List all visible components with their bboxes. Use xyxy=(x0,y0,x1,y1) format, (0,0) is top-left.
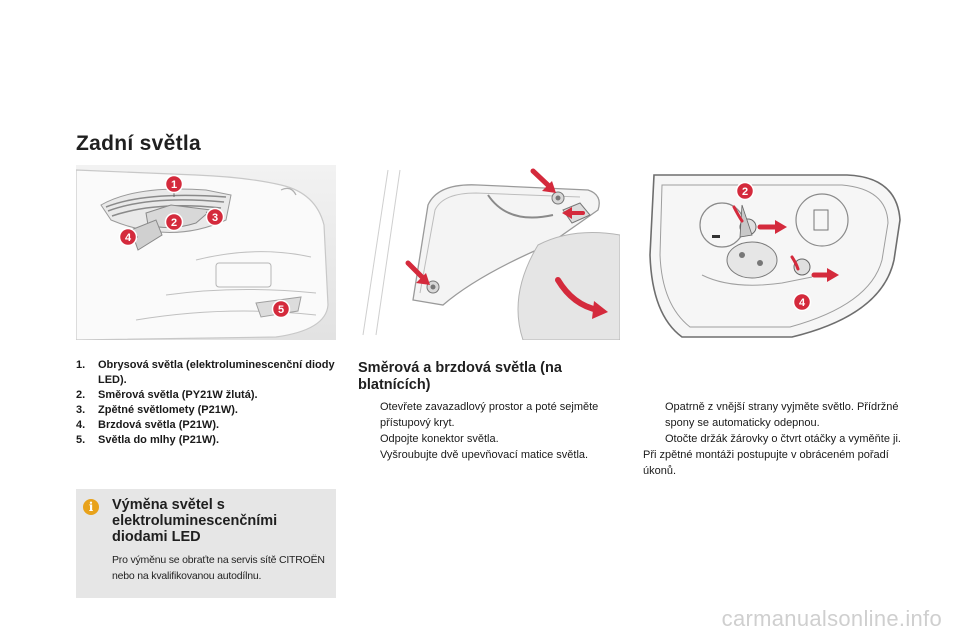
list-item xyxy=(76,433,341,448)
svg-text:2: 2 xyxy=(170,217,178,229)
info-text: Pro výměnu se obraťte na servis sítě CITROËN nebo na kvalifikovanou autodílnu. xyxy=(112,554,325,582)
list-item xyxy=(76,388,341,403)
steps-column-2 xyxy=(643,399,905,479)
list-item xyxy=(643,399,905,431)
pointing-finger-icon xyxy=(643,399,665,431)
list-item xyxy=(643,431,905,447)
list-item xyxy=(358,431,628,447)
steps-list xyxy=(643,399,905,447)
watermark: carmanualsonline.info xyxy=(721,606,942,631)
pointing-finger-icon xyxy=(358,431,380,447)
svg-text:3: 3 xyxy=(211,212,219,224)
figure-trunk-access-nuts xyxy=(358,165,620,340)
steps-column-1 xyxy=(358,399,628,463)
list-number: 1. xyxy=(76,359,86,371)
list-item xyxy=(358,399,628,431)
figure-lamp-unit-bulbs xyxy=(642,165,904,340)
marker-2 xyxy=(737,183,754,200)
step-text: Otočte držák žárovky o čtvrt otáčky a vyměňte ji. xyxy=(665,433,901,445)
list-number: 5. xyxy=(76,434,86,446)
page-title: Zadní světla xyxy=(76,132,201,155)
svg-text:4: 4 xyxy=(798,297,806,309)
step-text: Vyšroubujte dvě upevňovací matice světla. xyxy=(380,449,589,461)
pointing-finger-icon xyxy=(643,431,665,447)
pointing-finger-icon xyxy=(358,399,380,431)
list-item xyxy=(76,403,341,418)
list-text: Světla do mlhy (P21W). xyxy=(98,434,220,446)
figure-rear-lights-overview xyxy=(76,165,336,340)
list-text: Zpětné světlomety (P21W). xyxy=(98,404,238,416)
marker-4 xyxy=(794,294,811,311)
list-text: Obrysová světla (elektroluminescenční diody LED). xyxy=(98,359,335,386)
svg-text:4: 4 xyxy=(124,232,132,244)
pointing-finger-icon xyxy=(358,447,380,463)
list-item xyxy=(76,418,341,433)
lamp-list xyxy=(76,358,341,448)
list-number: 3. xyxy=(76,404,86,416)
step-text: Opatrně z vnější strany vyjměte světlo. Přídržné spony se automaticky odepnou. xyxy=(665,401,899,429)
svg-text:5: 5 xyxy=(277,304,285,316)
marker-2 xyxy=(166,214,183,231)
step-text: Odpojte konektor světla. xyxy=(380,433,499,445)
info-title: Výměna světel s elektroluminescenčními diodami LED xyxy=(112,497,278,545)
marker-3 xyxy=(207,209,224,226)
marker-1 xyxy=(166,176,183,193)
step-text: Otevřete zavazadlový prostor a poté sejměte přístupový kryt. xyxy=(380,401,599,429)
marker-5 xyxy=(273,301,290,318)
list-item xyxy=(76,358,341,388)
svg-text:1: 1 xyxy=(170,179,178,191)
info-icon: i xyxy=(83,499,99,515)
svg-text:2: 2 xyxy=(741,186,749,198)
list-item xyxy=(358,447,628,463)
reassembly-note: Při zpětné montáži postupujte v obráceném pořadí úkonů. xyxy=(643,449,889,477)
info-box xyxy=(76,489,336,598)
list-text: Směrová světla (PY21W žlutá). xyxy=(98,389,258,401)
section-title: Směrová a brzdová světla (na blatnících) xyxy=(358,360,562,393)
list-text: Brzdová světla (P21W). xyxy=(98,419,220,431)
list-number: 4. xyxy=(76,419,86,431)
list-number: 2. xyxy=(76,389,86,401)
marker-4 xyxy=(120,229,137,246)
